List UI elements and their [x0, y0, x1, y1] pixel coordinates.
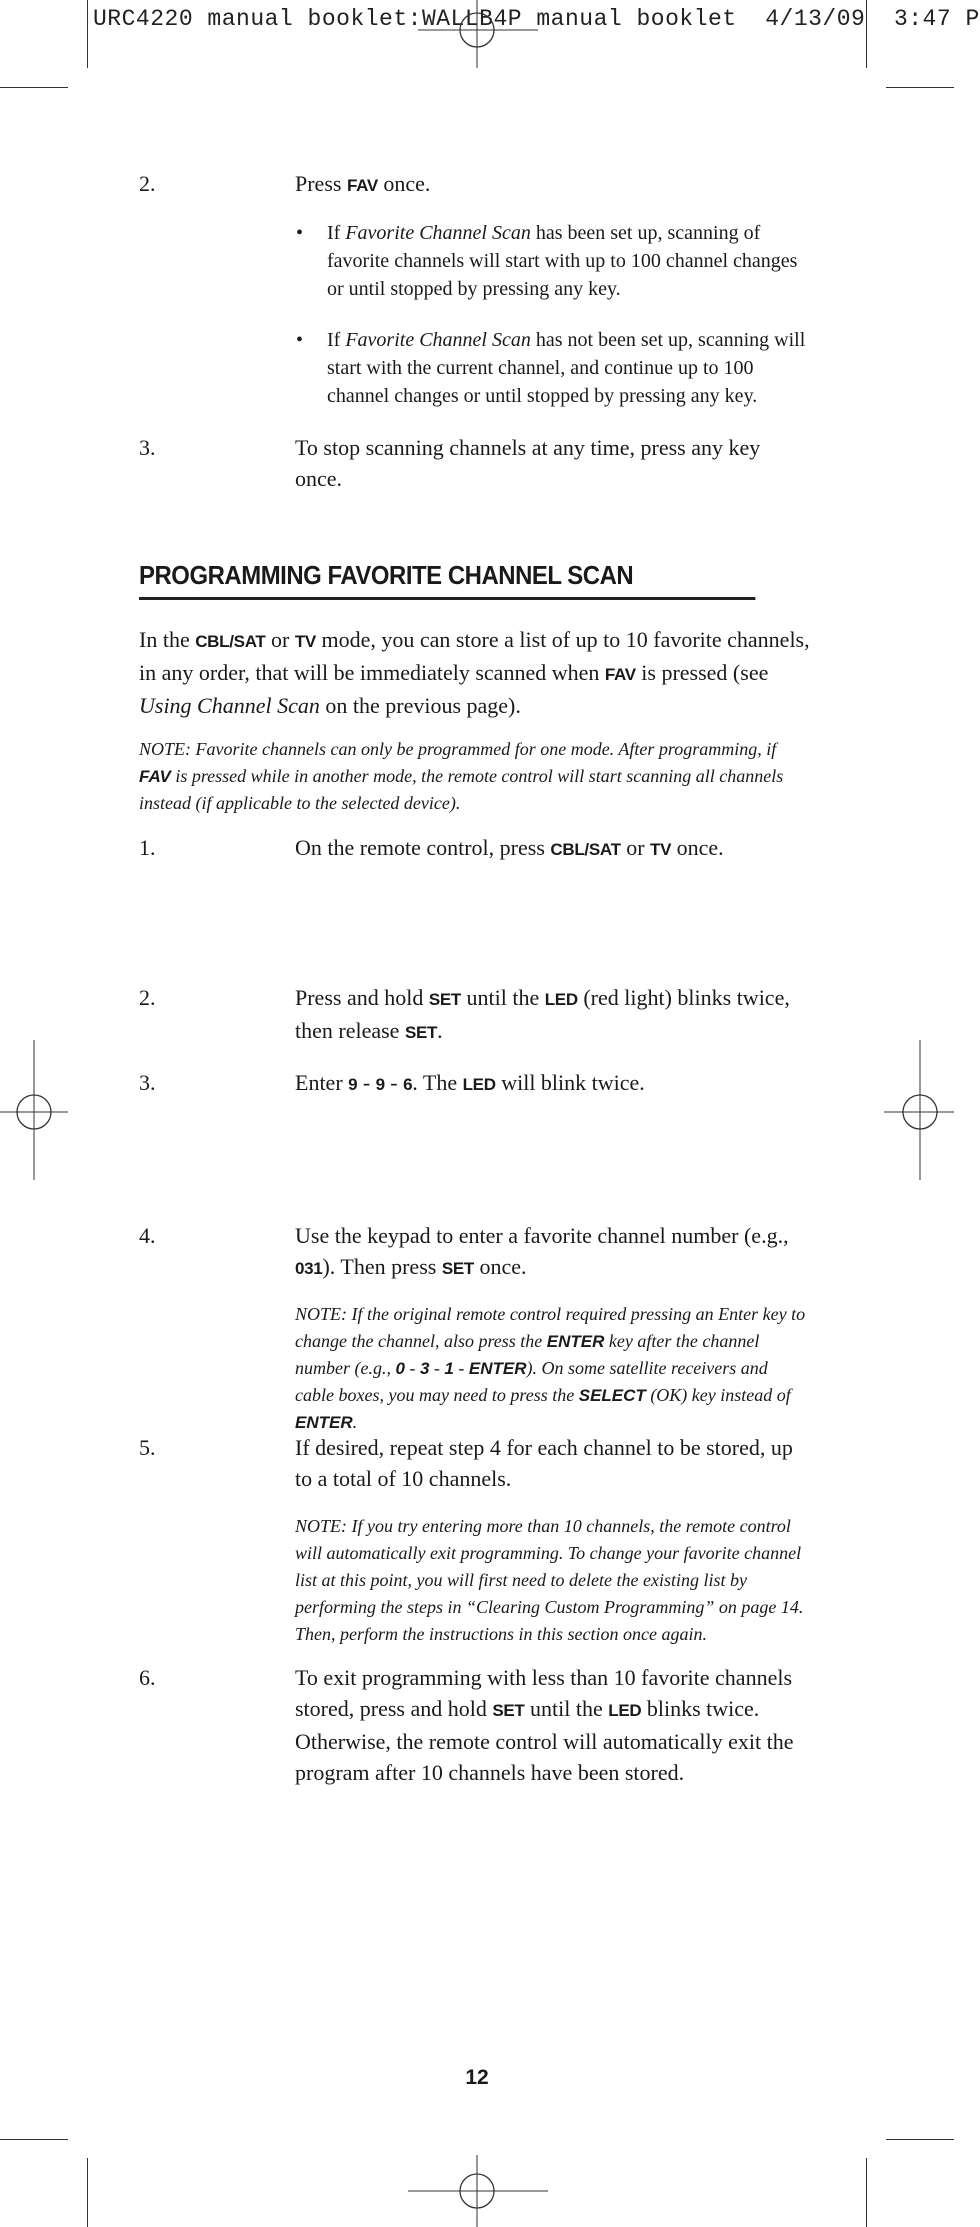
page-number: 12 — [465, 2066, 489, 2089]
note-paragraph: NOTE: Favorite channels can only be programmed for one mode. After programming, if FAV is pressed while in another mode, the remote control will start scanning all channels instead (if applicable to the selected device). — [139, 739, 784, 813]
step-text: Enter 9 - 9 - 6. The LED will blink twice. — [295, 1070, 645, 1095]
step-number: 3. — [139, 435, 156, 460]
crop-mark — [886, 87, 954, 88]
crop-mark — [87, 2158, 88, 2227]
registration-mark-icon — [884, 1040, 954, 1180]
step-number: 2. — [139, 171, 156, 196]
crop-mark — [0, 87, 68, 88]
step-text: To stop scanning channels at any time, press any key once. — [295, 435, 761, 491]
note-paragraph: NOTE: If you try entering more than 10 channels, the remote control will automatically exit programming. To change your favorite channel list at this point, you will first need to delete the existing list by performing the steps in “Clearing Custom Programming” on page 14. Then, perform the instructions in this section once again. — [295, 1516, 804, 1644]
bullet-icon: • — [296, 222, 304, 244]
crop-mark — [886, 2139, 954, 2140]
crop-mark — [87, 0, 88, 68]
intro-paragraph: In the CBL/SAT or TV mode, you can store a list of up to 10 favorite channels, in any order, that will be immediately scanned when FAV is pressed (see Using Channel Scan on the previous page). — [139, 627, 810, 718]
bullet-text: If Favorite Channel Scan has been set up, scanning of favorite channels will start with up to 100 channel changes or until stopped by pressing any key. — [327, 222, 798, 300]
step-number: 2. — [139, 985, 156, 1010]
step-number: 5. — [139, 1435, 156, 1460]
registration-mark-icon — [0, 1040, 70, 1180]
step-text: If desired, repeat step 4 for each channel to be stored, up to a total of 10 channels. — [295, 1435, 793, 1491]
slug-time: 3:47 P — [893, 6, 980, 32]
note-paragraph: NOTE: If the original remote control required pressing an Enter key to change the channel, also press the ENTER key after the channel number (e.g., 0 - 3 - 1 - ENTER). On some satellite receivers and cable boxes, you may need to press the SELECT (OK) key instead of ENTER. — [295, 1304, 806, 1432]
crop-mark — [866, 0, 867, 68]
step-text: To exit programming with less than 10 favorite channels stored, press and hold SET until the LED blinks twice. Otherwise, the remote control will automatically exit the program after 10 channels have been stored. — [295, 1665, 794, 1785]
step-text: On the remote control, press CBL/SAT or TV once. — [295, 835, 724, 860]
step-number: 6. — [139, 1665, 156, 1690]
registration-mark-icon — [418, 0, 538, 70]
crop-mark — [0, 2139, 68, 2140]
crop-mark — [866, 2158, 867, 2227]
step-text: Use the keypad to enter a favorite channel number (e.g., 031). Then press SET once. — [295, 1223, 789, 1279]
registration-mark-icon — [408, 2155, 548, 2227]
step-text: Press and hold SET until the LED (red light) blinks twice, then release SET. — [295, 985, 790, 1043]
section-heading: PROGRAMMING FAVORITE CHANNEL SCAN — [139, 560, 755, 600]
key-label: FAV — [346, 176, 378, 195]
bullet-icon: • — [296, 329, 304, 351]
slug-date: 4/13/09 — [765, 6, 866, 32]
step-number: 4. — [139, 1223, 156, 1248]
slug-filename: URC4220 manual booklet:WALLB4P manual booklet — [93, 6, 737, 32]
bullet-text: If Favorite Channel Scan has not been set up, scanning will start with the current channel, and continue up to 100 channel changes or until stopped by pressing any key. — [327, 329, 806, 407]
step-number: 1. — [139, 835, 156, 860]
step-number: 3. — [139, 1070, 156, 1095]
step-text: Press FAV once. — [295, 171, 431, 196]
